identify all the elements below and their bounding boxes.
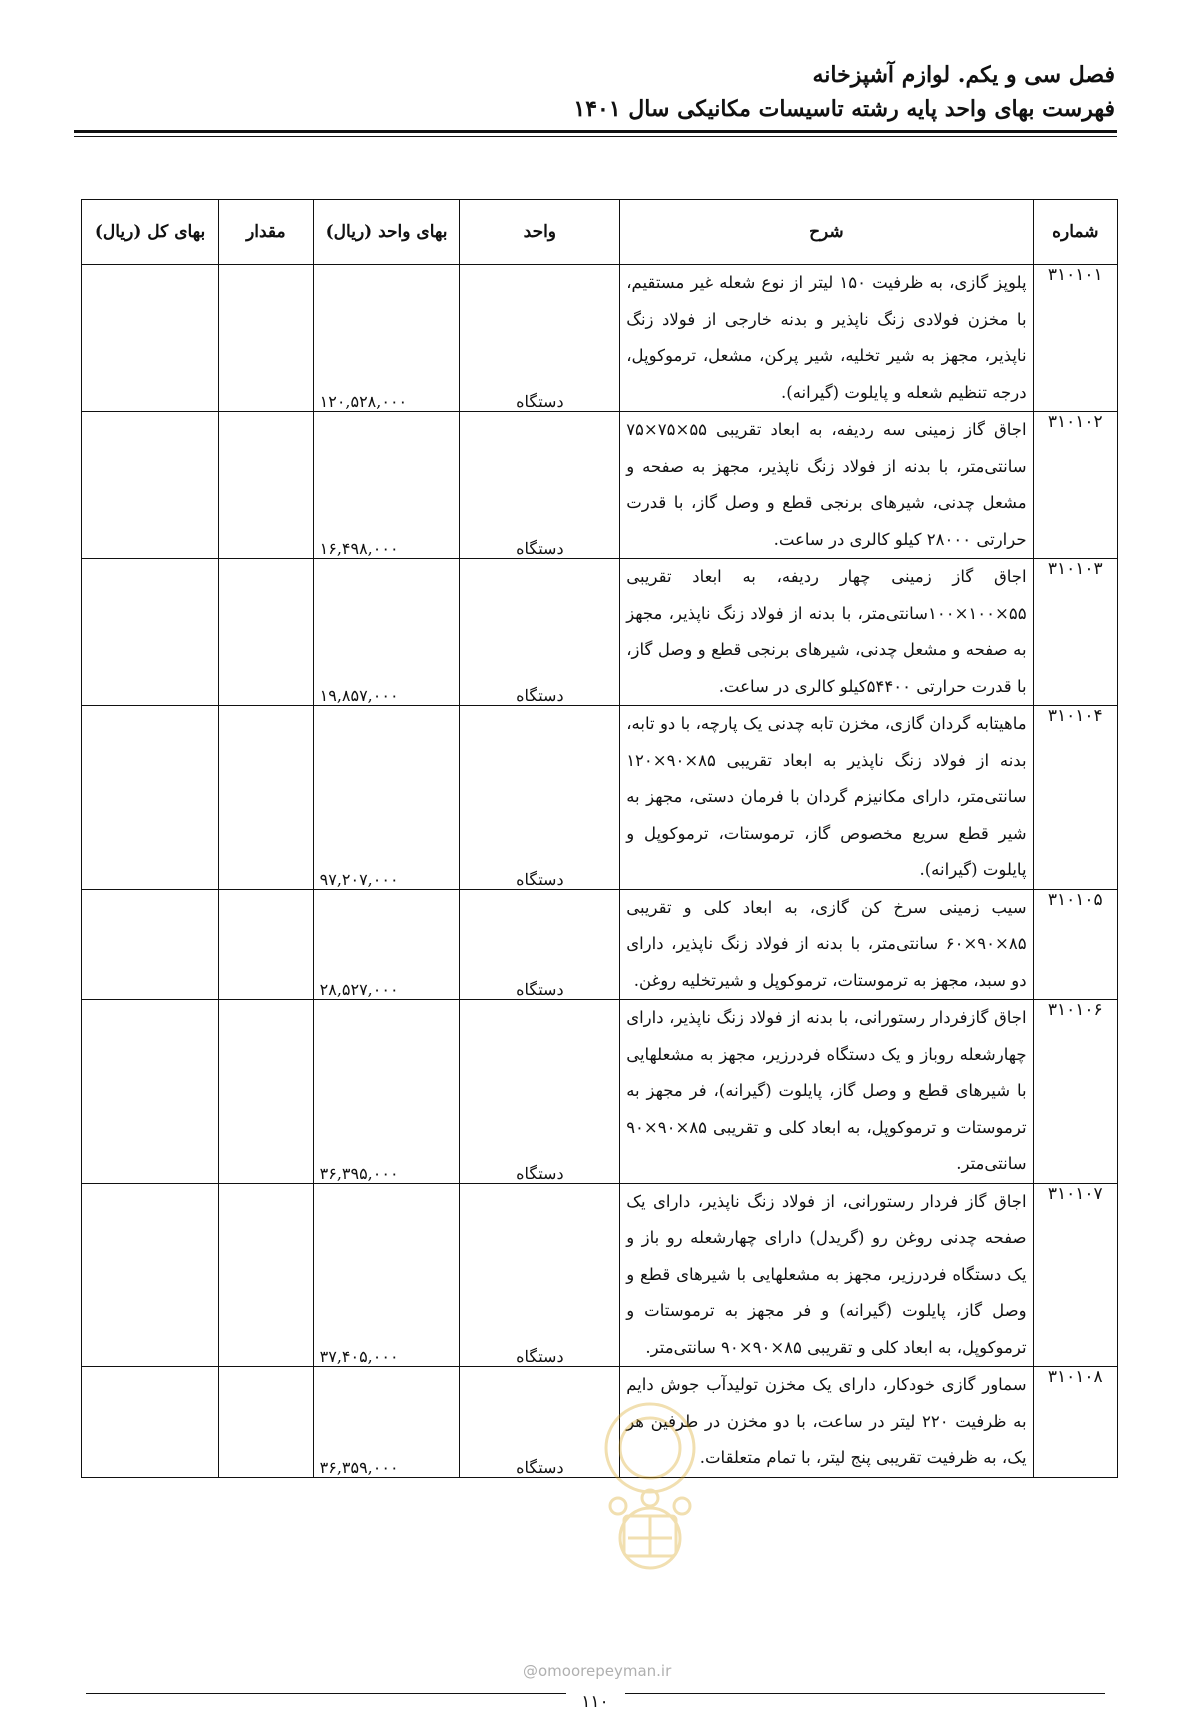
item-total-price	[82, 559, 219, 706]
header-divider	[74, 130, 1117, 137]
footer-url: @omoorepeyman.ir	[523, 1662, 672, 1680]
table-row	[82, 1183, 1118, 1367]
item-unit-price: ۲۸,۵۲۷,۰۰۰	[313, 889, 460, 1000]
item-unit: دستگاه	[460, 1183, 620, 1367]
document-subtitle: فهرست بهای واحد پایه رشته تاسیسات مکانیکی سال ۱۴۰۱	[573, 96, 1115, 122]
table-row	[82, 412, 1118, 559]
item-code: ۳۱۰۱۰۷	[1033, 1183, 1117, 1367]
page-number: ۱۱۰	[581, 1692, 609, 1712]
item-quantity	[219, 1183, 314, 1367]
item-description: سماور گازی خودکار، دارای یک مخزن تولیدآب جوش دایم به ظرفیت ۲۲۰ لیتر در ساعت، با دو مخزن در طرفین هر یک، به ظرفیت تقریبی پنج لیتر، با تمام متعلقات.	[620, 1367, 1033, 1478]
item-code: ۳۱۰۱۰۳	[1033, 559, 1117, 706]
item-description: ماهیتابه گردان گازی، مخزن تابه چدنی یک پارچه، با دو تابه، بدنه از فولاد زنگ ناپذیر به ابعاد تقریبی ۸۵×۹۰×۱۲۰ سانتی‌متر، دارای مکانیزم گردان با فرمان دستی، مجهز به شیر قطع سریع مخصوص گاز، ترموستات، ترموکوپل و پایلوت (گیرانه).	[620, 706, 1033, 890]
item-total-price	[82, 412, 219, 559]
item-unit: دستگاه	[460, 265, 620, 412]
item-description: اجاق گاز زمینی سه ردیفه، به ابعاد تقریبی ۵۵×۷۵×۷۵ سانتی‌متر، با بدنه از فولاد زنگ ناپذیر، مجهز به صفحه و مشعل چدنی، شیرهای برنجی قطع و وصل گاز، با قدرت حرارتی ۲۸۰۰۰ کیلو کالری در ساعت.	[620, 412, 1033, 559]
item-code: ۳۱۰۱۰۶	[1033, 1000, 1117, 1184]
item-total-price	[82, 265, 219, 412]
item-quantity	[219, 706, 314, 890]
item-unit-price: ۱۶,۴۹۸,۰۰۰	[313, 412, 460, 559]
item-total-price	[82, 1000, 219, 1184]
item-total-price	[82, 1367, 219, 1478]
item-code: ۳۱۰۱۰۸	[1033, 1367, 1117, 1478]
item-unit: دستگاه	[460, 559, 620, 706]
item-unit-price: ۱۲۰,۵۲۸,۰۰۰	[313, 265, 460, 412]
item-unit-price: ۳۷,۴۰۵,۰۰۰	[313, 1183, 460, 1367]
table-row	[82, 706, 1118, 890]
table-row	[82, 1000, 1118, 1184]
item-unit: دستگاه	[460, 1367, 620, 1478]
item-quantity	[219, 1367, 314, 1478]
item-code: ۳۱۰۱۰۱	[1033, 265, 1117, 412]
item-total-price	[82, 889, 219, 1000]
item-code: ۳۱۰۱۰۲	[1033, 412, 1117, 559]
item-quantity	[219, 412, 314, 559]
item-unit-price: ۳۶,۳۵۹,۰۰۰	[313, 1367, 460, 1478]
column-header-code: شماره	[1033, 200, 1117, 265]
seal-watermark-icon	[598, 1378, 702, 1596]
price-table	[81, 199, 1118, 1478]
item-unit-price: ۳۶,۳۹۵,۰۰۰	[313, 1000, 460, 1184]
item-quantity	[219, 889, 314, 1000]
item-unit: دستگاه	[460, 1000, 620, 1184]
item-quantity	[219, 265, 314, 412]
item-unit-price: ۹۷,۲۰۷,۰۰۰	[313, 706, 460, 890]
item-unit-price: ۱۹,۸۵۷,۰۰۰	[313, 559, 460, 706]
item-description: اجاق گاز فردار رستورانی، از فولاد زنگ ناپذیر، دارای یک صفحه چدنی روغن رو (گریدل) دارای چهارشعله رو باز و یک دستگاه فردرزیر، مجهز به مشعلهایی با شیرهای قطع و وصل گاز، پایلوت (گیرانه) و فر مجهز به ترموستات و ترموکوپل، به ابعاد کلی و تقریبی ۸۵×۹۰×۹۰ سانتی‌متر.	[620, 1183, 1033, 1367]
table-body	[82, 265, 1118, 1478]
item-quantity	[219, 1000, 314, 1184]
item-code: ۳۱۰۱۰۵	[1033, 889, 1117, 1000]
column-header-unit-price: بهای واحد (ریال)	[313, 200, 460, 265]
column-header-unit: واحد	[460, 200, 620, 265]
page-header	[573, 58, 1115, 126]
item-description: پلوپز گازی، به ظرفیت ۱۵۰ لیتر از نوع شعله غیر مستقیم، با مخزن فولادی زنگ ناپذیر و بدنه خارجی از فولاد زنگ ناپذیر، مجهز به شیر تخلیه، شیر پرکن، مشعل، ترموکوپل، درجه تنظیم شعله و پایلوت (گیرانه).	[620, 265, 1033, 412]
column-header-description: شرح	[620, 200, 1033, 265]
item-total-price	[82, 1183, 219, 1367]
column-header-quantity: مقدار	[219, 200, 314, 265]
item-unit: دستگاه	[460, 412, 620, 559]
table-row	[82, 559, 1118, 706]
table-header-row	[82, 200, 1118, 265]
item-description: اجاق گازفردار رستورانی، با بدنه از فولاد زنگ ناپذیر، دارای چهارشعله روباز و یک دستگاه فردرزیر، مجهز به مشعلهایی با شیرهای قطع و وصل گاز، پایلوت (گیرانه)، فر مجهز به ترموستات و ترموکوپل، به ابعاد کلی و تقریبی ۸۵×۹۰×۹۰ سانتی‌متر.	[620, 1000, 1033, 1184]
table-row	[82, 889, 1118, 1000]
item-unit: دستگاه	[460, 889, 620, 1000]
item-description: سیب زمینی سرخ کن گازی، به ابعاد کلی و تقریبی ۸۵×۹۰×۶۰ سانتی‌متر، با بدنه از فولاد زنگ ناپذیر، دارای دو سبد، مجهز به ترموستات، ترموکوپل و شیرتخلیه روغن.	[620, 889, 1033, 1000]
column-header-total-price: بهای کل (ریال)	[82, 200, 219, 265]
table-row	[82, 265, 1118, 412]
item-total-price	[82, 706, 219, 890]
chapter-title: فصل سی و یکم. لوازم آشپزخانه	[812, 62, 1115, 88]
item-quantity	[219, 559, 314, 706]
item-unit: دستگاه	[460, 706, 620, 890]
item-code: ۳۱۰۱۰۴	[1033, 706, 1117, 890]
item-description: اجاق گاز زمینی چهار ردیفه، به ابعاد تقریبی ۵۵×۱۰۰×۱۰۰سانتی‌متر، با بدنه از فولاد زنگ ناپذیر، مجهز به صفحه و مشعل چدنی، شیرهای برنجی قطع و وصل گاز، با قدرت حرارتی ۵۴۴۰۰کیلو کالری در ساعت.	[620, 559, 1033, 706]
